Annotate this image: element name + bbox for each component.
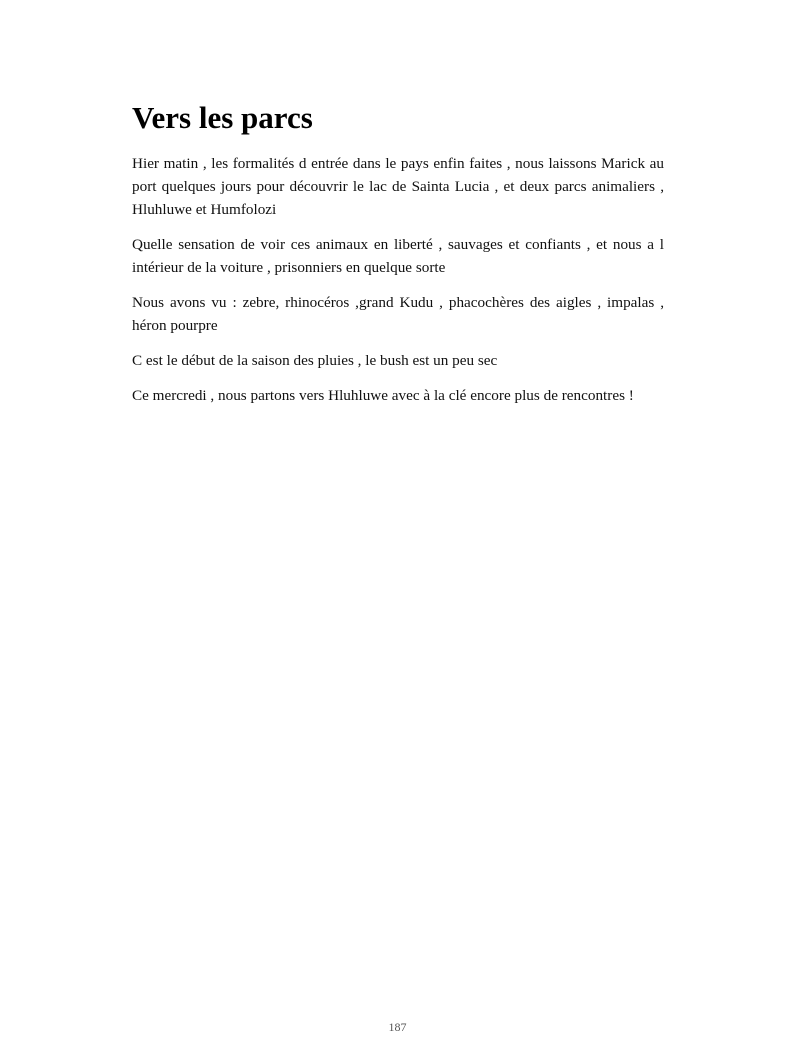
page-number: 187 <box>388 1020 407 1034</box>
paragraph: C est le début de la saison des pluies , le bush est un peu sec <box>132 352 498 369</box>
paragraph: Ce mercredi , nous partons vers Hluhluwe avec à la clé encore plus de rencontres ! <box>132 387 634 404</box>
paragraph: Nous avons vu : zebre, rhinocéros ,grand Kudu , phacochères des aigles , impalas , héron pourpre <box>132 294 664 334</box>
page-title: Vers les parcs <box>132 100 313 135</box>
paragraph: Hier matin , les formalités d entrée dans le pays enfin faites , nous laissons Marick au port quelques jours pour découvrir le lac de Sainta Lucia , et deux parcs animaliers , Hluhluwe et Humfolozi <box>132 155 664 218</box>
paragraph: Quelle sensation de voir ces animaux en liberté , sauvages et confiants , et nous a l intérieur de la voiture , prisonniers en quelque sorte <box>132 236 664 276</box>
page-content <box>132 96 664 419</box>
